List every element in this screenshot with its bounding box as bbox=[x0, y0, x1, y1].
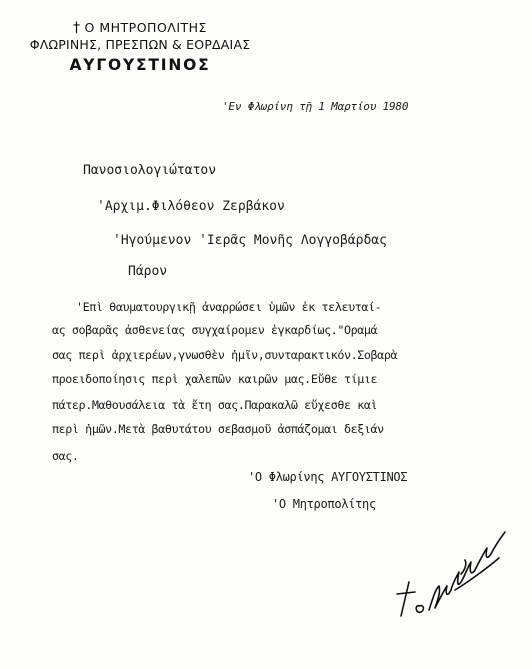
body-line: προειδοποίησις περὶ χαλεπῶν καιρῶν μας.Εὔθε τίμιε bbox=[52, 372, 378, 386]
address-line: Πάρον bbox=[128, 264, 168, 279]
body-line: ας σοβαρᾶς ἀσθενείας συγχαίρομεν ἐγκαρδίως."Οραμά bbox=[52, 323, 378, 337]
letterhead-name: ΑΥΓΟΥΣΤΙΝΟΣ bbox=[69, 56, 211, 74]
letterhead bbox=[10, 20, 270, 76]
body-line: περὶ ἡμῶν.Μετὰ βαθυτάτου σεβασμοῦ ἀσπάζομαι δεξιάν bbox=[52, 422, 384, 436]
address-line: 'Αρχιμ.Φιλόθεον Ζερβάκον bbox=[97, 199, 285, 214]
body-line: πάτερ.Μαθουσάλεια τὰ ἔτη σας.Παρακαλῶ εὔχεσθε καὶ bbox=[52, 398, 378, 412]
letter-date: 'Εν Φλωρίνη τῇ 1 Μαρτίου 1980 bbox=[222, 100, 409, 113]
cross-icon: † bbox=[73, 20, 81, 36]
letterhead-line1: Ο ΜΗΤΡΟΠΟΛΙΤΗΣ bbox=[84, 20, 207, 35]
handwritten-signature bbox=[395, 520, 515, 630]
body-line: 'Επὶ θαυματουργικῇ ἀναρρώσει ὑμῶν ἐκ τελευταί- bbox=[76, 300, 382, 314]
letterhead-diocese: ΦΛΩΡΙΝΗΣ, ΠΡΕΣΠΩΝ & ΕΟΡΔΑΙΑΣ bbox=[29, 37, 251, 52]
signature-line: 'Ο Φλωρίνης ΑΥΓΟΥΣΤΙΝΟΣ bbox=[248, 470, 408, 484]
address-line: Πανοσιολογιώτατον bbox=[83, 163, 217, 178]
body-line: σας περὶ ἀρχιερέων,γνωσθὲν ἡμῖν,συνταρακτικόν.Σοβαρὰ bbox=[52, 348, 398, 362]
letterhead-title bbox=[10, 20, 270, 36]
signature-title: 'Ο Μητροπολίτης bbox=[272, 497, 376, 511]
address-line: 'Ηγούμενον 'Ιερᾶς Μονῆς Λογγοβάρδας bbox=[113, 233, 387, 248]
body-line: σας. bbox=[52, 449, 79, 463]
